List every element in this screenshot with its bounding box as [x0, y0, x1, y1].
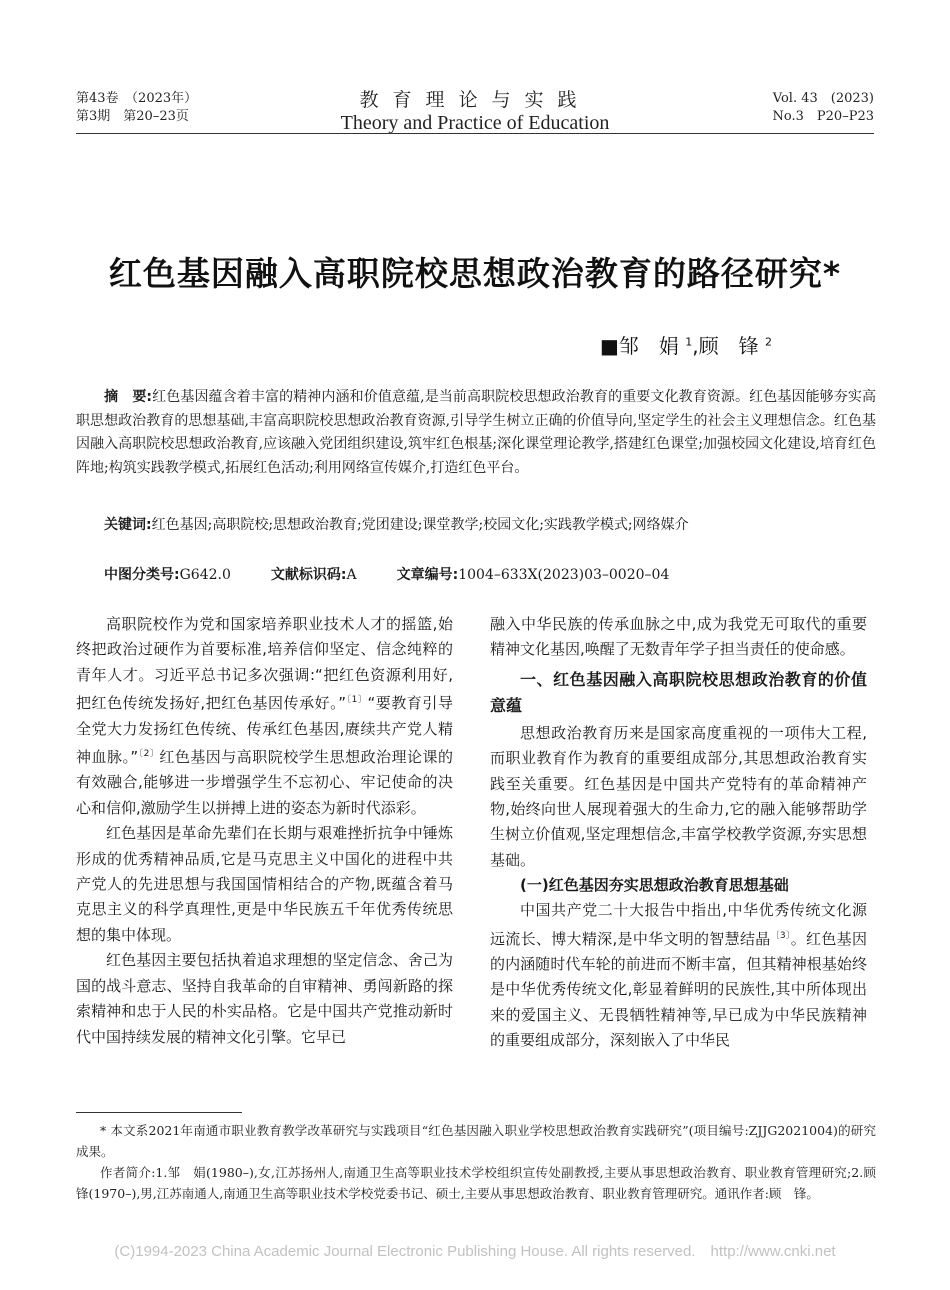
abstract-label: 摘 要: [104, 389, 153, 405]
author-1-affil: 1 [685, 335, 693, 349]
paragraph: 思想政治教育历来是国家高度重视的一项伟大工程,而职业教育作为教育的重要组成部分,其思想政治教育实践至关重要。红色基因是中国共产党特有的革命精神产物,始终向世人展现着强大的生命力,它的融入能够帮助学生树立价值观,坚定理想信念,丰富学校教学资源,夯实思想基础。 [490, 723, 867, 869]
copyright-watermark: (C)1994-2023 China Academic Journal Electronic Publishing House. All rights reserved. http://www.cnki.net [114, 1243, 836, 1260]
citation-ref[interactable]: 〔1〕 [346, 695, 368, 706]
keywords [104, 514, 876, 536]
paragraph [490, 898, 867, 1053]
paragraph-text: 红色基因与高职院校学生思想政治理论课的有效融合,能够进一步增强学生不忘初心、牢记使命的决心和信仰,激励学生以拼搏上进的姿态为新时代添彩。 [76, 748, 453, 817]
journal-name-cn: 教育理论与实践 [359, 89, 591, 111]
footnote-rule [76, 1112, 242, 1113]
paragraph: 红色基因主要包括执着追求理想的坚定信念、舍己为国的战斗意志、坚持自我革命的自审精神、勇闯新路的探索精神和忠于人民的朴实品格。它是中国共产党推动新时代中国持续发展的精神文化引擎。它早已 [76, 951, 453, 1046]
paragraph-continued: 融入中华民族的传承血脉之中,成为我党无可取代的重要精神文化基因,唤醒了无数青年学子担当责任的使命感。 [490, 615, 867, 659]
paragraph-text: 高职院校作为党和国家培养职业技术人才的摇篮,始终把政治过硬作为首要标准,培养信仰坚定、信念纯粹的青年人才。习近平总书记多次强调:“把红色资源利用好,把红色传统发扬好,把红色基因传承好。” [76, 615, 453, 713]
doc-code-value: A [346, 567, 357, 583]
citation-ref[interactable]: 〔3〕 [770, 930, 791, 941]
author-2-affil: 2 [765, 335, 772, 349]
keywords-text: 红色基因;高职院校;思想政治教育;党团建设;课堂教学;校园文化;实践教学模式;网络媒介 [151, 517, 689, 533]
paragraph: 红色基因是革命先辈们在长期与艰难挫折抗争中锤炼形成的优秀精神品质,它是马克思主义中国化的进程中共产党人的先进思想与我国国情相结合的产物,既蕴含着马克思主义的科学真理性,更是中华民族五千年优秀传统思想的集中体现。 [76, 824, 453, 944]
article-number-label: 文章编号: [396, 567, 459, 583]
paragraph-text: 。红色基因的内涵随时代车轮的前进而不断丰富，但其精神根基始终是中华优秀传统文化,彰显着鲜明的民族性,其中所体现出来的爱国主义、无畏牺牲精神等,早已成为中华民族精神的重要组成部分，深刻嵌入了中华民 [490, 929, 867, 1050]
abstract-text: 红色基因蕴含着丰富的精神内涵和价值意蕴,是当前高职院校思想政治教育的重要文化教育资源。红色基因能够夯实高职思想政治教育的思想基础,丰富高职院校思想政治教育资源,引导学生树立正确的价值导向,坚定学生的社会主义理想信念。红色基因融入高职院校思想政治教育,应该融入党团组织建设,筑牢红色根基;深化课堂理论教学,搭建红色课堂;加强校园文化建设,培育红色阵地;构筑实践教学模式,拓展红色活动;利用网络宣传媒介,打造红色平台。 [76, 389, 876, 476]
doc-code-label: 文献标识码: [270, 567, 347, 583]
section-heading: 一、红色基因融入高职院校思想政治教育的价值意蕴 [490, 669, 867, 715]
article-title: 红色基因融入高职院校思想政治教育的路径研究* [108, 254, 842, 293]
issue-info-right [773, 90, 874, 126]
abstract [76, 386, 876, 480]
issue-pages: 第3期 第20–23页 [76, 109, 189, 124]
citation-ref[interactable]: 〔2〕 [138, 749, 160, 760]
classification-line [104, 565, 669, 585]
body-column-right [490, 612, 867, 1054]
clc-label: 中图分类号: [104, 567, 180, 583]
author-marker: ■ [600, 334, 619, 358]
body-column-left [76, 612, 453, 1050]
volume-year-en: Vol. 43 (2023) [772, 91, 874, 106]
issue-pages-en: No.3 P20–P23 [772, 109, 874, 124]
author-2: 顾 锋 [698, 334, 759, 358]
paragraph-intro [76, 612, 453, 821]
funding-note: * 本文系2021年南通市职业教育教学改革研究与实践项目“红色基因融入职业学校思想政治教育实践研究”(项目编号:ZJJG2021004)的研究成果。 [76, 1123, 876, 1159]
author-line [600, 330, 772, 359]
author-separator: , [692, 334, 699, 358]
journal-name-en: Theory and Practice of Education [340, 112, 610, 134]
author-bio: 作者简介:1.邹 娟(1980–),女,江苏扬州人,南通卫生高等职业技术学校组织宣传处副教授,主要从事思想政治教育、职业教育管理研究;2.顾 锋(1970–),男,江苏南通人,南通卫生高等职业技术学校党委书记、硕士,主要从事思想政治教育、职业教育管理研究。通讯作者:顾 锋。 [76, 1165, 889, 1201]
keywords-label: 关键词: [104, 517, 152, 533]
volume-year: 第43卷 （2023年） [76, 91, 198, 106]
header-rule [76, 133, 874, 134]
article-number-value: 1004–633X(2023)03–0020–04 [458, 567, 670, 583]
footnotes [76, 1120, 889, 1204]
paragraph-text: “要教育引导全党大力发扬红色传统、传承红色基因,赓续共产党人精神血脉。” [76, 694, 453, 767]
paragraph-text: 中国共产党二十大报告中指出,中华优秀传统文化源远流长、博大精深,是中华文明的智慧结晶 [490, 901, 867, 948]
clc-value: G642.0 [179, 567, 231, 583]
subsection-heading: (一)红色基因夯实思想政治教育思想基础 [520, 876, 789, 895]
author-1: 邹 娟 [618, 334, 679, 358]
